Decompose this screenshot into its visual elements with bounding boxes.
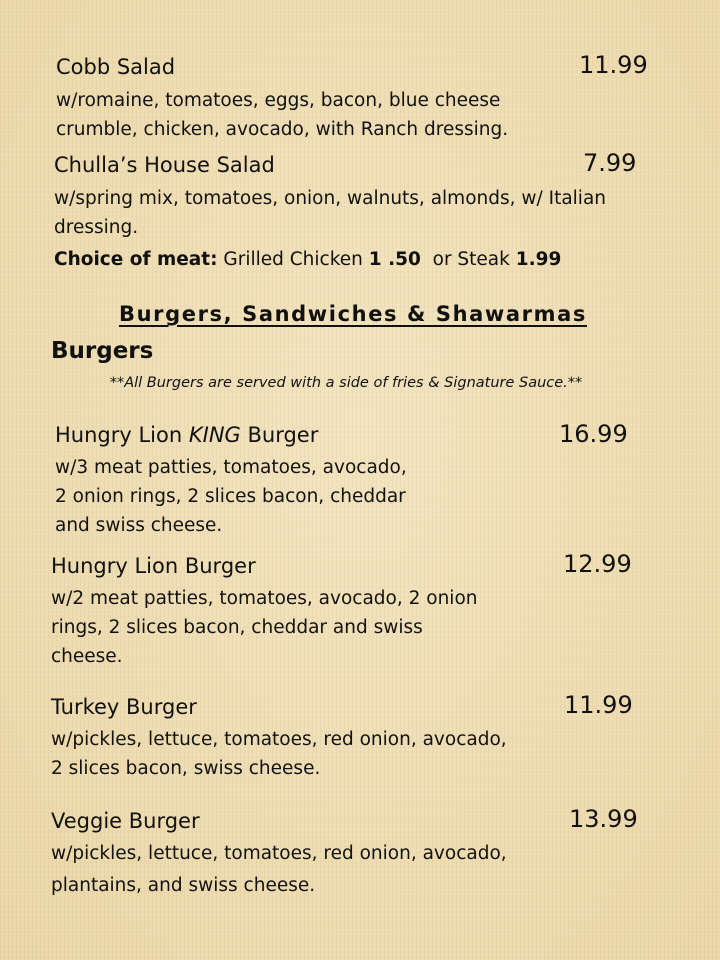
desc-line: w/spring mix, tomatoes, onion, walnuts, almonds, w/ Italian (54, 188, 607, 209)
item-name-veggie-burger: Veggie Burger (51, 809, 200, 833)
item-desc-turkey-burger (51, 725, 507, 783)
section-subtitle: Burgers (51, 338, 154, 364)
item-price-hungry-lion-burger: 12.99 (563, 550, 632, 578)
desc-line: and swiss cheese. (55, 515, 223, 536)
item-desc-veggie-burger (51, 839, 507, 900)
item-desc-cobb-salad (56, 86, 508, 144)
item-name-part: Burger (240, 423, 319, 447)
item-price-turkey-burger: 11.99 (564, 691, 633, 719)
item-desc-king-burger (55, 453, 407, 540)
desc-line: 2 onion rings, 2 slices bacon, cheddar (55, 486, 406, 507)
desc-line: 2 slices bacon, swiss cheese. (51, 758, 321, 779)
desc-line: w/pickles, lettuce, tomatoes, red onion, avocado, (51, 729, 507, 750)
choice-option-chicken: Grilled Chicken (217, 249, 369, 270)
item-price-house-salad: 7.99 (583, 149, 637, 177)
desc-line: plantains, and swiss cheese. (51, 875, 316, 896)
choice-connector: or Steak (420, 249, 516, 270)
desc-line: w/3 meat patties, tomatoes, avocado, (55, 457, 407, 478)
desc-line: cheese. (51, 646, 123, 667)
section-note: **All Burgers are served with a side of fries & Signature Sauce.** (109, 375, 583, 391)
item-price-king-burger: 16.99 (559, 420, 628, 448)
item-name-emphasis: KING (188, 423, 241, 447)
desc-line: w/pickles, lettuce, tomatoes, red onion, avocado, (51, 843, 507, 864)
choice-label: Choice of meat: (54, 249, 218, 270)
desc-line: rings, 2 slices bacon, cheddar and swiss (51, 617, 423, 638)
item-price-cobb-salad: 11.99 (579, 51, 648, 79)
choice-of-meat (54, 249, 561, 270)
item-name-part: Hungry Lion (55, 423, 189, 447)
item-desc-house-salad (54, 184, 606, 242)
desc-line: w/romaine, tomatoes, eggs, bacon, blue cheese (56, 90, 501, 111)
item-name-king-burger (55, 423, 318, 447)
desc-line: dressing. (54, 217, 139, 238)
item-name-turkey-burger: Turkey Burger (51, 695, 197, 719)
section-title: Burgers, Sandwiches & Shawarmas (118, 302, 587, 326)
item-desc-hungry-lion-burger (51, 584, 478, 671)
item-name-hungry-lion-burger: Hungry Lion Burger (51, 554, 256, 578)
desc-line: crumble, chicken, avocado, with Ranch dressing. (56, 119, 509, 140)
choice-price-steak: 1.99 (515, 249, 562, 270)
item-name-house-salad: Chulla’s House Salad (54, 153, 275, 177)
desc-line: w/2 meat patties, tomatoes, avocado, 2 onion (51, 588, 478, 609)
choice-price-chicken: 1 .50 (368, 249, 421, 270)
item-price-veggie-burger: 13.99 (569, 805, 638, 833)
item-name-cobb-salad: Cobb Salad (56, 55, 176, 79)
